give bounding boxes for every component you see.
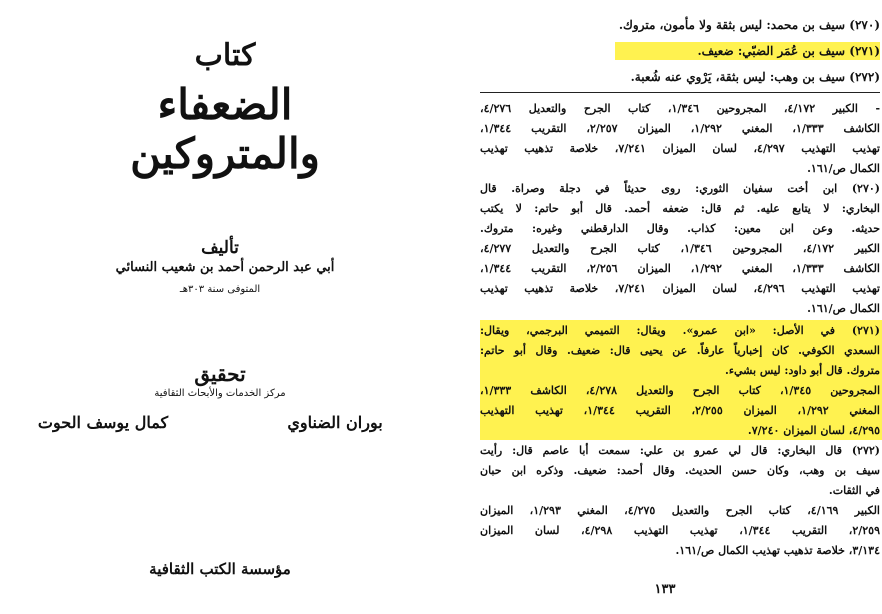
footnote-line: البخاري: لا يتابع عليه. ثم قال: ضعفه أحمد. قال أبو حاتم: لا يكتب <box>480 202 880 215</box>
footnote-line: في الثقات. <box>828 484 880 497</box>
text-page <box>440 0 881 614</box>
footnote-line: المغني ١/٢٩٢، الميزان ٢/٢٥٥، التقريب ١/٣٤٤، تهذيب التهذيب <box>480 404 880 417</box>
footnote-line: الكمال ص/١٦١. <box>807 162 880 175</box>
tahqiq-label: تحقيق <box>194 362 246 386</box>
footnote-divider <box>480 92 880 93</box>
entry-272: (٢٧٢) سيف بن وهب: ليس بثقة، يَرْوي عنه شُعبة. <box>630 70 880 84</box>
footnote-line: تهذيب التهذيب ٤/٢٩٦، لسان الميزان ٧/٢٤١، خلاصة تذهيب تهذيب <box>480 282 880 295</box>
footnote-line: متروك. قال أبو داود: ليس بشيء. <box>724 364 880 377</box>
footnote-line: (٢٧١) في الأصل: «ابن عمرو». ويقال: التميمي البرجمي، ويقال: <box>480 324 880 337</box>
editor-name-1: بوران الضناوي <box>287 413 383 432</box>
research-center: مركز الخدمات والأبحاث الثقافية <box>154 388 286 399</box>
footnote-line: ٤/٢٩٥، لسان الميزان ٧/٢٤٠. <box>747 424 880 437</box>
footnote-line: تهذيب التهذيب ٤/٢٩٧، لسان الميزان ٧/٢٤١، خلاصة تذهيب تهذيب <box>480 142 880 155</box>
book-title: الضعفاء والمتروكين <box>130 80 320 178</box>
footnote-line: حديثه. وعن ابن معين: كذاب. وقال الدارقطني وغيره: متروك. <box>480 222 880 235</box>
book-title-prefix: كتاب <box>194 38 256 73</box>
page-number: ١٣٣ <box>654 582 676 597</box>
entry-270: (٢٧٠) سيف بن محمد: ليس بثقة ولا مأمون، متروك. <box>618 18 880 32</box>
entry-271-highlighted: (٢٧١) سيف بن عُمَر الضبّي: ضعيف. <box>615 42 880 60</box>
footnote-line: ٢/٢٥٩، التقريب ١/٣٤٤، تهذيب التهذيب ٤/٢٩٨، لسان الميزان <box>480 524 880 537</box>
publisher-name: مؤسسة الكتب الثقافية <box>149 560 291 578</box>
footnote-line: الكبير ٤/١٧٢، المجروحين ١/٣٤٦، كتاب الجرح والتعديل ٤/٢٧٧، <box>480 242 880 255</box>
author-death-date: المتوفى سنة ٣٠٣هـ <box>179 284 261 295</box>
editor-name-2: كمال يوسف الحوت <box>37 413 169 432</box>
footnote-line: - الكبير ٤/١٧٢، المجروحين ١/٣٤٦، كتاب الجرح والتعديل ٤/٢٧٦، <box>480 102 881 115</box>
footnote-line: المجروحين ١/٣٤٥، كتاب الجرح والتعديل ٤/٢٧٨، الكاشف ١/٣٣٣، <box>480 384 880 397</box>
author-name: أبي عبد الرحمن أحمد بن شعيب النسائي <box>115 260 335 275</box>
title-page <box>0 0 440 614</box>
footnote-line: سيف بن وهب، وكان حسن الحديث. وقال أحمد: ضعيف. وذكره ابن حبان <box>480 464 880 477</box>
footnote-line: الكاشف ١/٣٣٣، المغني ١/٢٩٢، الميزان ٢/٢٥٦، التقريب ١/٣٤٤، <box>480 262 880 275</box>
footnote-line: ٣/١٣٤، خلاصة تذهيب تهذيب الكمال ص/١٦١. <box>675 544 880 557</box>
footnote-line: الكمال ص/١٦١. <box>807 302 880 315</box>
footnote-line: (٢٧٠) ابن أخت سفيان الثوري: روى حديثاً في دجلة وصراة. قال <box>480 182 880 195</box>
footnote-line: الكبير ٤/١٦٩، كتاب الجرح والتعديل ٤/٢٧٥، المغني ١/٢٩٣، الميزان <box>480 504 880 517</box>
footnote-line: السعدي الكوفي. كان إخبارياً عارفاً. عن يحيى قال: ضعيف. وقال أبو حاتم: <box>480 344 880 357</box>
author-label: تأليف <box>201 238 239 258</box>
footnote-line: (٢٧٢) قال البخاري: قال لي عمرو بن علي: سمعت أبا عاصم قال: رأيت <box>480 444 880 457</box>
footnote-line: الكاشف ١/٣٣٣، المغني ١/٢٩٢، الميزان ٢/٢٥٧، التقريب ١/٣٤٤، <box>480 122 880 135</box>
